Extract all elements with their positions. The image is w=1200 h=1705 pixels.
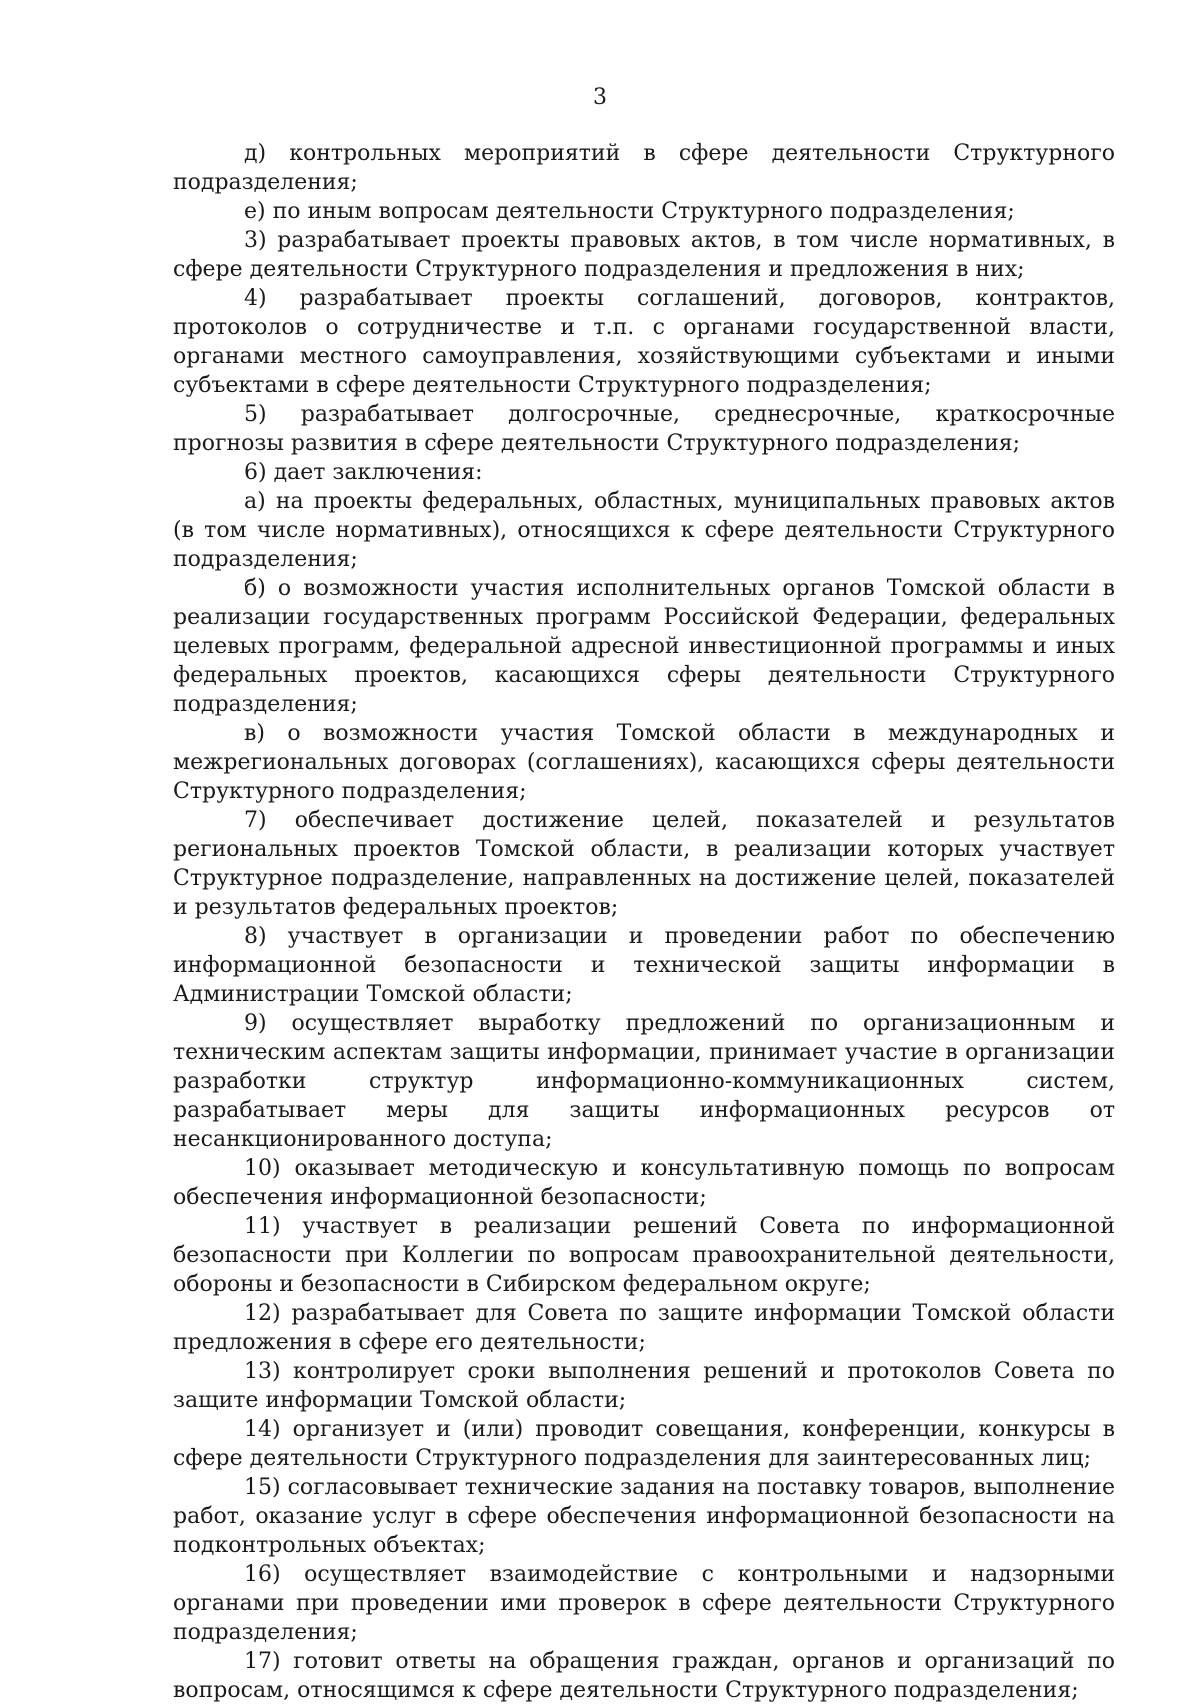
paragraph-17-citizen-appeals: 17) готовит ответы на обращения граждан, органов и организаций по вопросам, относящимся к сфере деятельности Структурного подразделения; [173,1649,1115,1703]
paragraph-15-technical-specs: 15) согласовывает технические задания на поставку товаров, выполнение работ, оказание услуг в сфере обеспечения информационной безопасности на подконтрольных объектах; [173,1475,1115,1558]
paragraph-10-methodological-help: 10) оказывает методическую и консультативную помощь по вопросам обеспечения информационной безопасности; [173,1156,1115,1210]
paragraph-6v-international-agreements: в) о возможности участия Томской области в международных и межрегиональных договорах (соглашениях), касающихся сферы деятельности Структурного подразделения; [173,721,1115,804]
paragraph-12-council-proposals: 12) разрабатывает для Совета по защите информации Томской области предложения в сфере его деятельности; [173,1301,1115,1355]
paragraph-14-meetings: 14) организует и (или) проводит совещания, конференции, конкурсы в сфере деятельности Структурного подразделения для заинтересованных лиц; [173,1417,1115,1471]
paragraph-d-control-measures: д) контрольных мероприятий в сфере деятельности Структурного подразделения; [173,141,1115,195]
paragraph-6a-draft-acts: а) на проекты федеральных, областных, муниципальных правовых актов (в том числе нормативных), относящихся к сфере деятельности Структурного подразделения; [173,489,1115,572]
paragraph-8-information-security: 8) участвует в организации и проведении работ по обеспечению информационной безопасности и технической защиты информации в Администрации Томской области; [173,924,1115,1007]
paragraph-4-agreements: 4) разрабатывает проекты соглашений, договоров, контрактов, протоколов о сотрудничестве и т.п. с органами государственной власти, органами местного самоуправления, хозяйствующими субъектами и иными субъектами в сфере деятельности Структурного подразделения; [173,286,1115,398]
paragraph-6-conclusions: 6) дает заключения: [244,460,483,485]
paragraph-6b-programs: б) о возможности участия исполнительных органов Томской области в реализации государственных программ Российской Федерации, федеральных целевых программ, федеральной адресной инвестиционной программы и иных федеральных проектов, касающихся сферы деятельности Структурного подразделения; [173,576,1115,717]
paragraph-13-deadlines-control: 13) контролирует сроки выполнения решений и протоколов Совета по защите информации Томской области; [173,1359,1115,1413]
paragraph-5-forecasts: 5) разрабатывает долгосрочные, среднесрочные, краткосрочные прогнозы развития в сфере деятельности Структурного подразделения; [173,402,1115,456]
paragraph-9-protection-proposals: 9) осуществляет выработку предложений по организационным и техническим аспектам защиты информации, принимает участие в организации разработки структур информационно-коммуникационных систем, разрабатывает меры для защиты информационных ресурсов от несанкционированного доступа; [173,1011,1115,1152]
document-body [173,139,1115,1705]
page-number: 3 [593,85,607,110]
paragraph-3-legal-acts: 3) разрабатывает проекты правовых актов, в том числе нормативных, в сфере деятельности Структурного подразделения и предложения в них; [173,228,1115,282]
paragraph-16-supervisory-bodies: 16) осуществляет взаимодействие с контрольными и надзорными органами при проведении ими проверок в сфере деятельности Структурного подразделения; [173,1562,1115,1645]
paragraph-e-other-questions: е) по иным вопросам деятельности Структурного подразделения; [244,199,1015,224]
paragraph-7-regional-projects: 7) обеспечивает достижение целей, показателей и результатов региональных проектов Томской области, в реализации которых участвует Структурное подразделение, направленных на достижение целей, показателей и результатов федеральных проектов; [173,808,1115,920]
paragraph-11-council-decisions: 11) участвует в реализации решений Совета по информационной безопасности при Коллегии по вопросам правоохранительной деятельности, обороны и безопасности в Сибирском федеральном округе; [173,1214,1115,1297]
